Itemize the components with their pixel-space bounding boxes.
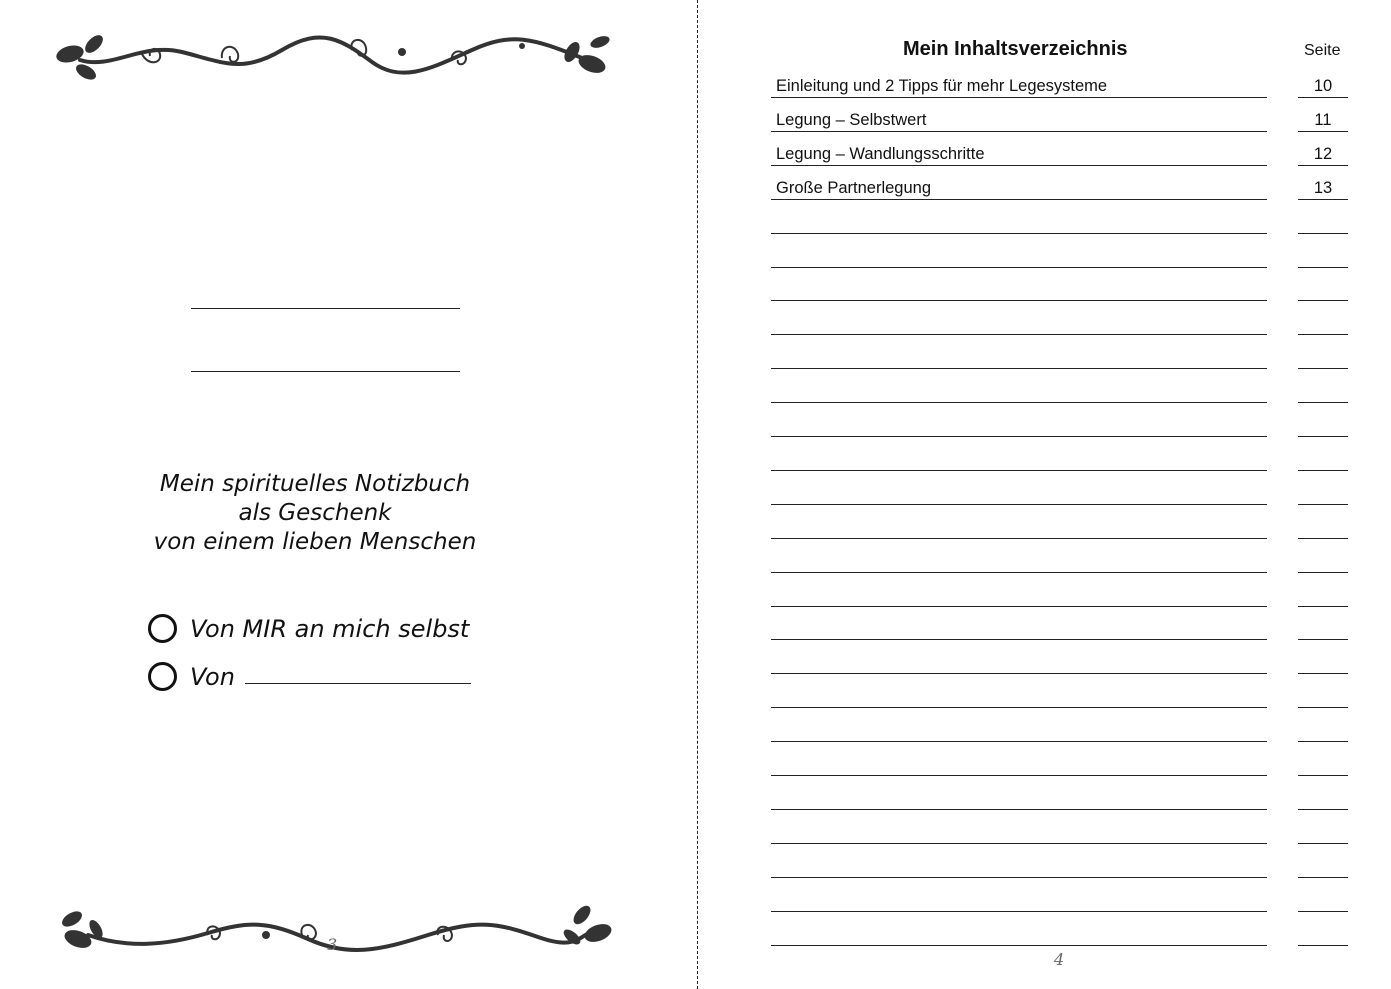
- toc-blank-row[interactable]: [771, 912, 1349, 946]
- toc-entry-title: Legung – Selbstwert: [776, 110, 927, 129]
- toc-blank-row[interactable]: [771, 708, 1349, 742]
- toc-blank-row[interactable]: [771, 674, 1349, 708]
- from-name-line[interactable]: [245, 669, 471, 684]
- toc-entry-page: 13: [1313, 178, 1333, 197]
- toc-entry-row[interactable]: [771, 132, 1349, 166]
- bottom-vine-ornament-icon: [58, 905, 618, 961]
- toc-entry-row[interactable]: [771, 64, 1349, 98]
- right-page: [699, 0, 1391, 989]
- page-divider: [697, 0, 698, 989]
- option-self[interactable]: [148, 614, 469, 643]
- dedication-line-3: von einem lieben Menschen: [153, 529, 477, 555]
- page-number-right: 4: [1054, 950, 1065, 969]
- toc-title: Mein Inhaltsverzeichnis: [903, 38, 1128, 60]
- toc-entry-rule: [771, 945, 1267, 946]
- toc-blank-row[interactable]: [771, 844, 1349, 878]
- toc-entry-title: Einleitung und 2 Tipps für mehr Legesysteme: [776, 77, 1108, 95]
- toc-blank-row[interactable]: [771, 606, 1349, 640]
- empty-circle-icon[interactable]: [148, 662, 177, 691]
- toc-blank-row[interactable]: [771, 573, 1349, 607]
- dedication-line-1: Mein spirituelles Notizbuch: [159, 471, 471, 497]
- option-from[interactable]: [148, 662, 471, 691]
- blank-name-line-1[interactable]: [191, 308, 460, 309]
- toc-blank-row[interactable]: [771, 471, 1349, 505]
- top-vine-ornament-icon: [52, 30, 612, 86]
- dedication-line-2: als Geschenk: [238, 500, 392, 526]
- blank-name-line-2[interactable]: [191, 371, 460, 372]
- toc-entry-title: Legung – Wandlungsschritte: [776, 144, 985, 163]
- toc-page-rule: [1298, 945, 1348, 946]
- toc-blank-row[interactable]: [771, 878, 1349, 912]
- toc-blank-row[interactable]: [771, 742, 1349, 776]
- option-from-label: Von: [190, 662, 235, 691]
- toc-entry-page: 12: [1313, 144, 1333, 163]
- toc-entry-row[interactable]: [771, 166, 1349, 200]
- toc-blank-row[interactable]: [771, 403, 1349, 437]
- toc-blank-row[interactable]: [771, 539, 1349, 573]
- toc-entry-title: Große Partnerlegung: [776, 178, 932, 197]
- toc-blank-row[interactable]: [771, 200, 1349, 234]
- toc-blank-row[interactable]: [771, 234, 1349, 268]
- option-self-label: Von MIR an mich selbst: [190, 614, 470, 643]
- toc-entry-page: 11: [1314, 110, 1332, 129]
- toc-blank-row[interactable]: [771, 640, 1349, 674]
- toc-blank-row[interactable]: [771, 369, 1349, 403]
- toc-entry-page: 10: [1313, 77, 1333, 95]
- toc-blank-row[interactable]: [771, 776, 1349, 810]
- dedication-text: [100, 470, 530, 557]
- toc-blank-row[interactable]: [771, 505, 1349, 539]
- toc-blank-row[interactable]: [771, 335, 1349, 369]
- toc-blank-row[interactable]: [771, 267, 1349, 301]
- empty-circle-icon[interactable]: [148, 614, 177, 643]
- toc-entry-row[interactable]: [771, 98, 1349, 132]
- toc-page-column-header: Seite: [1304, 42, 1341, 59]
- toc-blank-row[interactable]: [771, 437, 1349, 471]
- toc-blank-row[interactable]: [771, 810, 1349, 844]
- page-number-left: 3: [327, 935, 338, 954]
- toc-blank-row[interactable]: [771, 301, 1349, 335]
